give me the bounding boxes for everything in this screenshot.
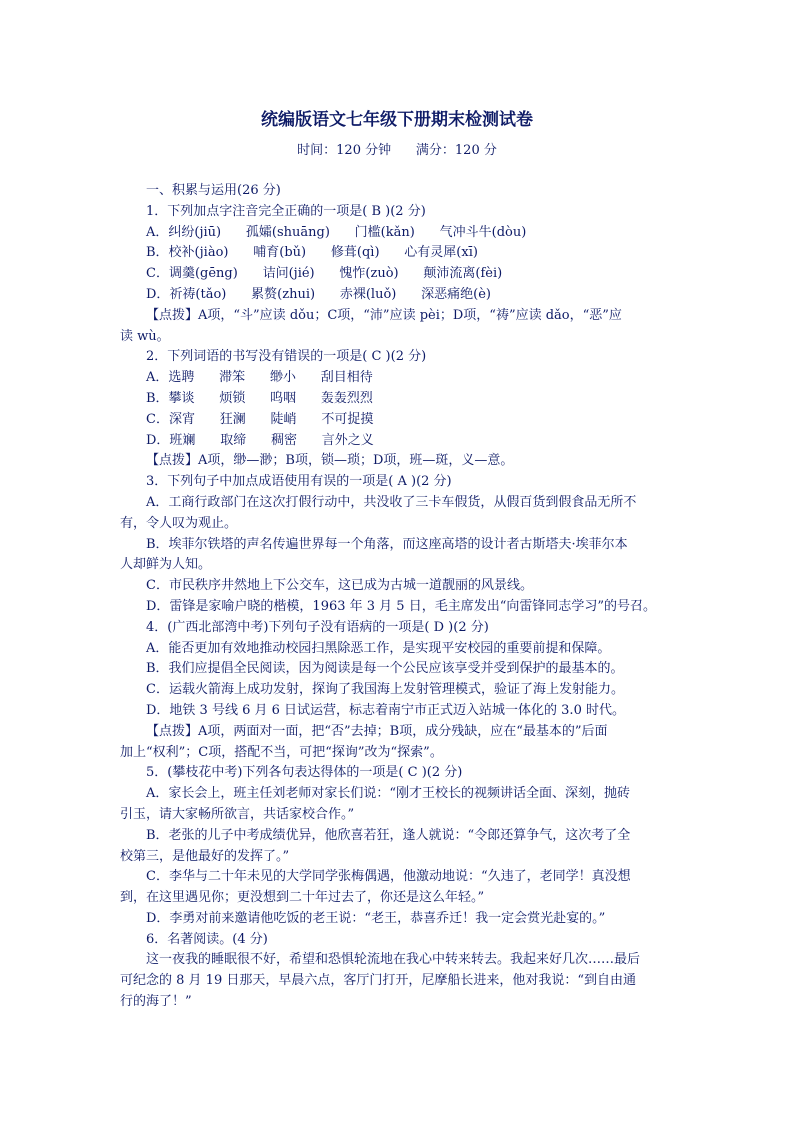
text-line: B．校补(jiào) 哺育(bǔ) 修葺(qì) 心有灵犀(xī) (146, 245, 478, 261)
text-line: C．李华与二十年未见的大学同学张梅偶遇，他激动地说：“久违了，老同学！真没想 (146, 869, 631, 885)
text-line: A．选聘 滞笨 缈小 刮目相待 (146, 370, 373, 386)
text-line: A．能否更加有效地推动校园扫黑除恶工作，是实现平安校园的重要前提和保障。 (146, 640, 611, 656)
text-line: A．纠纷(jiū) 孤孀(shuāng) 门槛(kǎn) 气冲斗牛(dòu) (146, 224, 527, 240)
text-line: B．我们应提倡全民阅读，因为阅读是每一个公民应该享受并受到保护的最基本的。 (146, 661, 624, 677)
text-line: 5．(攀枝花中考)下列各句表达得体的一项是( C )(2 分) (146, 765, 463, 781)
text-line: 3．下列句子中加点成语使用有误的一项是( A )(2 分) (146, 474, 452, 490)
text-line: C．深宵 狂澜 陡峭 不可捉摸 (146, 411, 374, 427)
text-line: B．老张的儿子中考成绩优异，他欣喜若狂，逢人就说：“令郎还算争气，这次考了全 (146, 827, 631, 843)
text-line: B．埃菲尔铁塔的声名传遍世界每一个角落，而这座高塔的设计者古斯塔夫·埃菲尔本 (146, 536, 628, 552)
exam-body (120, 181, 676, 1013)
text-line: 这一夜我的睡眠很不好，希望和恐惧轮流地在我心中转来转去。我起来好几次……最后 (146, 952, 641, 968)
exam-title: 统编版语文七年级下册期末检测试卷 (261, 110, 533, 130)
text-line: D．李勇对前来邀请他吃饭的老王说：“老王，恭喜乔迁！我一定会赏光赴宴的。” (146, 910, 606, 926)
text-line: 校第三，是他最好的发挥了。” (120, 848, 290, 864)
text-line: C．运载火箭海上成功发射，探询了我国海上发射管理模式，验证了海上发射能力。 (146, 682, 624, 698)
text-line: 【点拨】A项，“斗”应读 dǒu；C项，“沛”应读 pèi；D项，“祷”应读 dǎo，“恶”应 (146, 307, 622, 323)
text-line: A．工商行政部门在这次打假行动中，共没收了三卡车假货，从假百货到假食品无所不 (146, 494, 637, 510)
text-line: 到，在这里遇见你；更没想到二十年过去了，你还是这么年轻。” (120, 890, 485, 906)
text-line: 【点拨】A项，缈—渺；B项，锁—琐；D项，班—斑，义—意。 (146, 453, 514, 469)
text-line: 行的海了！” (120, 994, 192, 1010)
text-line: 加上“权利”；C项，搭配不当，可把“探询”改为“探索”。 (120, 744, 443, 760)
text-line: 引玉，请大家畅所欲言，共话家校合作。” (120, 806, 355, 822)
text-line: D．祈祷(tǎo) 累赘(zhui) 赤裸(luǒ) 深恶痛绝(è) (146, 286, 491, 302)
text-line: 6．名著阅读。(4 分) (146, 931, 268, 947)
text-line: 读 wù。 (120, 328, 170, 344)
text-line: D．地铁 3 号线 6 月 6 日试运营，标志着南宁市正式迈入站城一体化的 3.0 时代。 (146, 702, 625, 718)
text-line: B．攀谈 烦锁 呜咽 轰轰烈烈 (146, 390, 373, 406)
text-line: 4．(广西北部湾中考)下列句子没有语病的一项是( D )(2 分) (146, 619, 489, 635)
text-line: C．市民秩序井然地上下公交车，这已成为古城一道靓丽的风景线。 (146, 578, 533, 594)
text-line: 人却鲜为人知。 (120, 557, 212, 573)
text-line: D．雷锋是家喻户晓的楷模，1963 年 3 月 5 日，毛主席发出“向雷锋同志学习”的号召。 (146, 598, 657, 614)
text-line: 2．下列词语的书写没有错误的一项是( C )(2 分) (146, 349, 427, 365)
text-line: 一、积累与运用(26 分) (146, 183, 281, 198)
text-line: A．家长会上，班主任刘老师对家长们说：“刚才王校长的视频讲话全面、深刻，抛砖 (146, 786, 631, 802)
text-line: 有，令人叹为观止。 (120, 515, 238, 531)
text-line: 1．下列加点字注音完全正确的一项是( B )(2 分) (146, 203, 426, 219)
exam-time-score: 时间：120 分钟 满分：120 分 (297, 143, 497, 158)
text-line: 【点拨】A项，两面对一面，把“否”去掉；B项，成分残缺，应在“最基本的”后面 (146, 723, 608, 739)
text-line: C．调羹(gēng) 诘问(jié) 愧怍(zuò) 颠沛流离(fèi) (146, 266, 503, 282)
text-line: 可纪念的 8 月 19 日那天，早晨六点，客厅门打开，尼摩船长进来，他对我说：“到自由通 (120, 973, 636, 989)
text-line: D．班斓 取缔 稠密 言外之义 (146, 432, 374, 448)
